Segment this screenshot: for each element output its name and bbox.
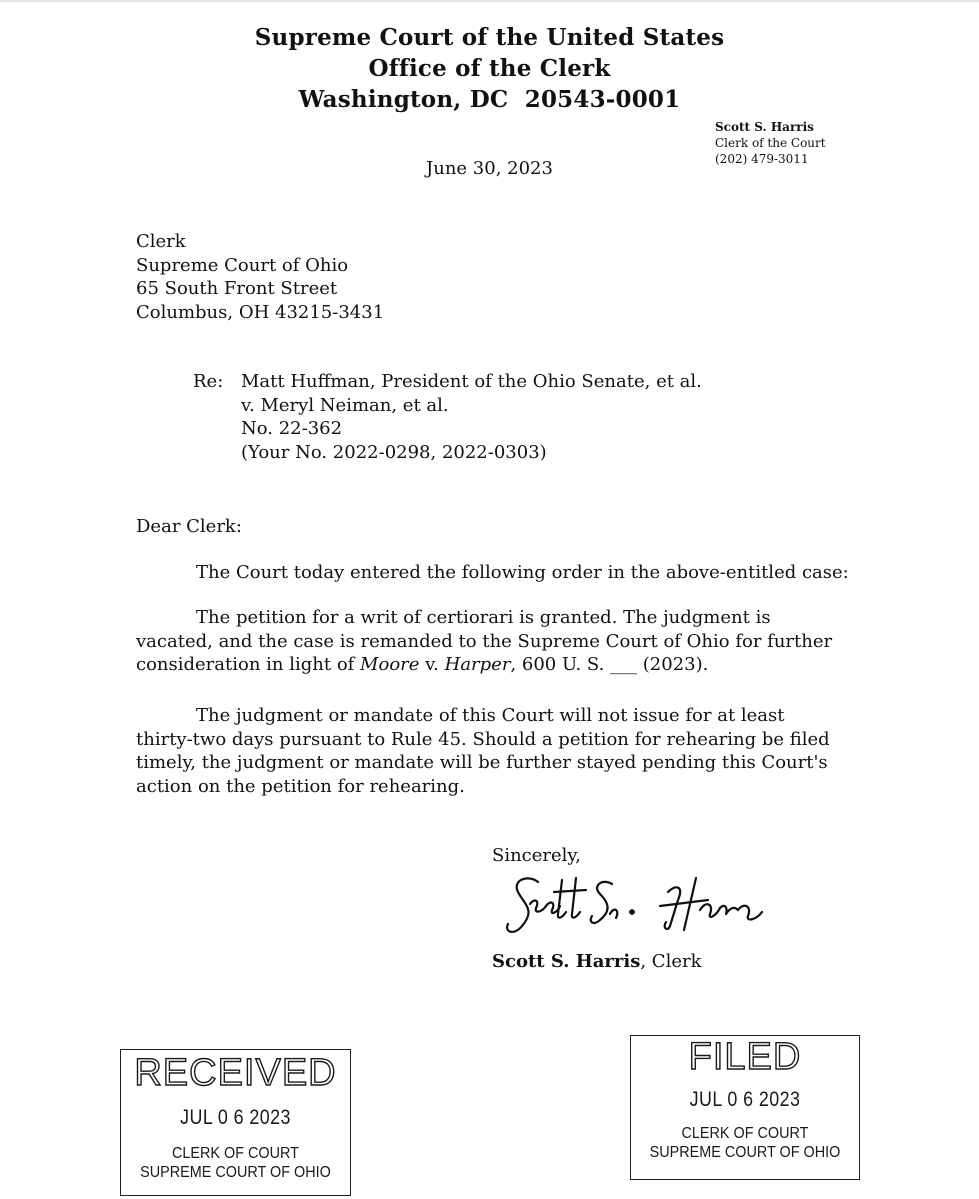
- paragraph-line: The petition for a writ of certiorari is granted. The judgment is: [196, 607, 771, 628]
- clerk-info-name: Scott S. Harris: [715, 120, 814, 134]
- re-lines: [241, 370, 702, 464]
- received-stamp-title: RECEIVED: [134, 1052, 337, 1094]
- received-stamp: [120, 1049, 351, 1196]
- signer-title: , Clerk: [640, 951, 702, 972]
- signer: [492, 950, 702, 974]
- paragraph-line: action on the petition for rehearing.: [136, 775, 465, 797]
- salutation: Dear Clerk:: [136, 516, 242, 537]
- paragraph-line: timely, the judgment or mandate will be further stayed pending this Court's: [136, 752, 828, 773]
- recipient-line: Supreme Court of Ohio: [136, 254, 349, 276]
- recipient-line: Clerk: [136, 231, 186, 252]
- letterhead-office: Office of the Clerk: [368, 55, 611, 82]
- received-stamp-line: SUPREME COURT OF OHIO: [140, 1164, 331, 1181]
- text-run: v.: [419, 654, 445, 675]
- filed-stamp: [630, 1035, 860, 1180]
- recipient-address: [136, 230, 384, 324]
- paragraph-order-intro: [136, 561, 856, 585]
- clerk-info-title: Clerk of the Court: [715, 136, 826, 150]
- text-run: consideration in light of: [136, 654, 361, 675]
- letterhead-address: Washington, DC 20543-0001: [298, 86, 681, 113]
- recipient-line: 65 South Front Street: [136, 278, 338, 299]
- re-line: (Your No. 2022-0298, 2022-0303): [241, 441, 547, 463]
- clerk-info-phone: (202) 479-3011: [715, 152, 809, 166]
- filed-stamp-date: JUL 0 6 2023: [689, 1088, 801, 1111]
- received-stamp-date: JUL 0 6 2023: [180, 1106, 291, 1129]
- paragraph-line: vacated, and the case is remanded to the Supreme Court of Ohio for further: [136, 630, 833, 652]
- signer-name: Scott S. Harris: [492, 951, 641, 972]
- letter-date: June 30, 2023: [426, 158, 553, 179]
- filed-stamp-line: CLERK OF COURT: [681, 1125, 809, 1142]
- filed-stamp-title: FILED: [688, 1036, 802, 1078]
- paragraph-line: The judgment or mandate of this Court will not issue for at least: [196, 705, 785, 726]
- re-line: Matt Huffman, President of the Ohio Senate, et al.: [241, 371, 702, 392]
- paragraph-order-text: [136, 606, 856, 677]
- paragraph-mandate: [136, 704, 856, 798]
- recipient-line: Columbus, OH 43215-3431: [136, 301, 385, 323]
- closing: Sincerely,: [492, 845, 581, 866]
- paragraph-line: thirty-two days pursuant to Rule 45. Should a petition for rehearing be filed: [136, 728, 830, 750]
- top-border: [0, 0, 979, 2]
- re-line: No. 22-362: [241, 418, 343, 439]
- letterhead: [0, 22, 979, 115]
- re-label: Re:: [193, 371, 224, 392]
- filed-stamp-line: SUPREME COURT OF OHIO: [649, 1144, 841, 1161]
- paragraph-line: [136, 653, 856, 677]
- re-line: v. Meryl Neiman, et al.: [241, 394, 449, 416]
- letterhead-court: Supreme Court of the United States: [254, 24, 725, 51]
- case-name-italic: Harper: [444, 654, 511, 675]
- signature-image: [500, 870, 770, 945]
- case-name-italic: Moore: [360, 654, 420, 675]
- received-stamp-line: CLERK OF COURT: [172, 1145, 299, 1162]
- paragraph-line: The Court today entered the following order in the above-entitled case:: [196, 562, 849, 583]
- text-run: , 600 U. S. ___ (2023).: [510, 654, 709, 675]
